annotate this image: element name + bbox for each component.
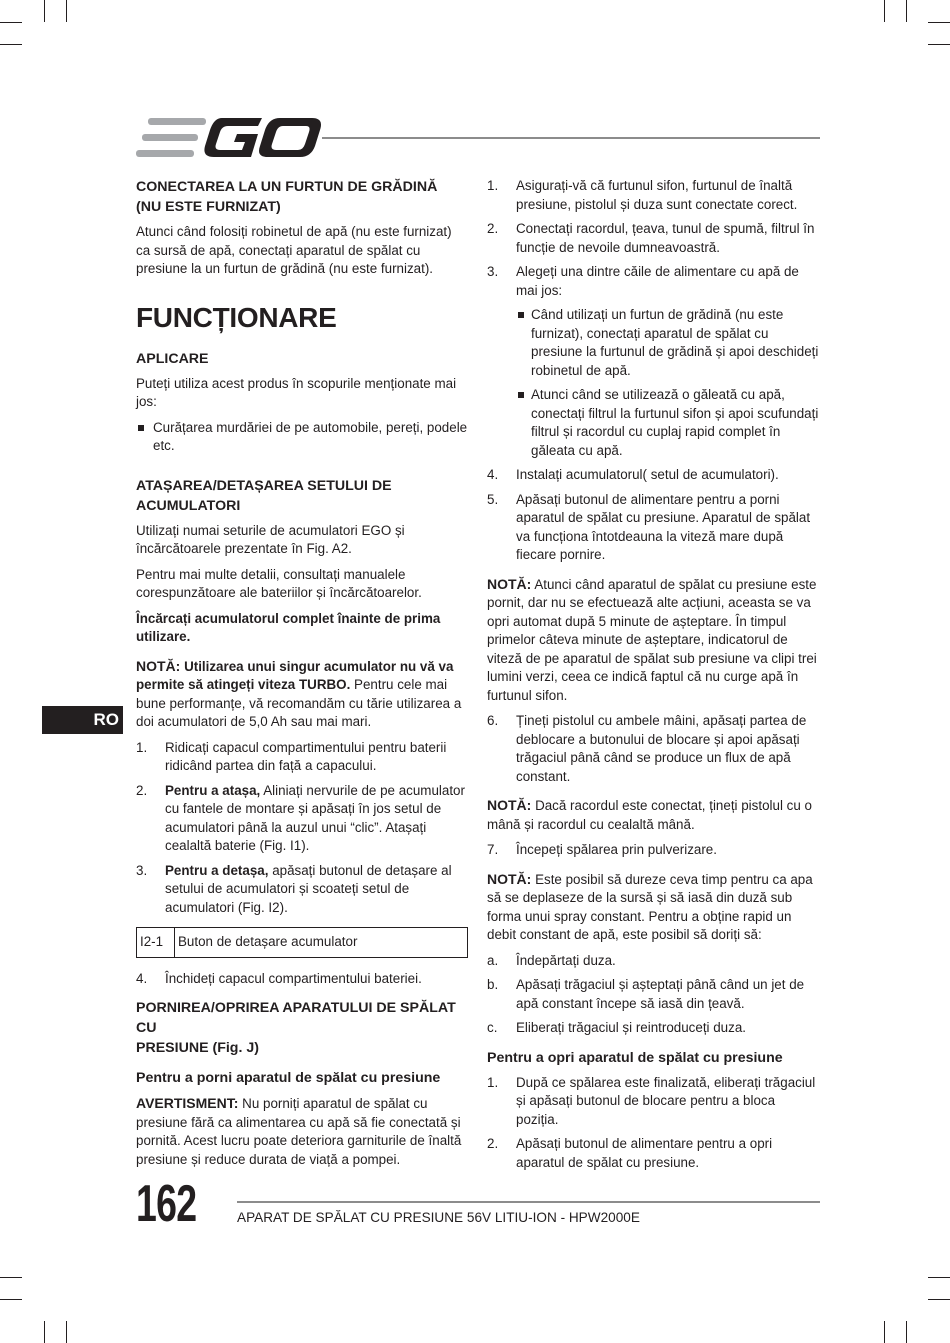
paragraph: Pentru mai multe detalii, consultați manualele corespunzătoare ale bateriilor și încărcătoarelor. xyxy=(136,566,422,600)
crop-mark xyxy=(66,0,67,22)
crop-mark xyxy=(884,0,885,22)
step-list xyxy=(136,970,468,989)
crop-mark xyxy=(0,22,22,23)
section-title-aplicare: APLICARE xyxy=(136,350,209,367)
note-label: NOTĂ: xyxy=(136,657,181,674)
table-row xyxy=(137,928,468,958)
note-label: NOTĂ: xyxy=(487,575,532,592)
crop-mark xyxy=(928,44,950,45)
step-list xyxy=(136,739,468,918)
crop-mark xyxy=(906,1321,907,1343)
list-item: Curățarea murdăriei de pe automobile, pereți, podele etc. xyxy=(136,419,468,456)
list-item: 6. Țineți pistolul cu ambele mâini, apăsați partea de deblocare a butonului de blocare și apoi apăsați trăgaciul până când se produce un flux de apă constant. xyxy=(487,713,807,784)
list-item: 2. Conectați racordul, țeava, tunul de spumă, filtrul în funcție de nevoile dumneavoastră. xyxy=(487,221,815,255)
bullet-list xyxy=(136,419,468,456)
list-item: 7. Începeți spălarea prin pulverizare. xyxy=(487,842,717,857)
note: NOTĂ: Este posibil să dureze ceva timp pentru ca apa să se deplaseze de la sursă și să iasă din duză sub forma unui spray constant. Pentru a obține rapid un debit constant de apă, este posibil să doriți să: xyxy=(487,870,813,942)
note: NOTĂ: Utilizarea unui singur acumulator nu vă va permite să atingeți viteza TURBO. Pentru cele mai bune performanțe, vă recomandăm cu tărie utilizarea a doi acumulatori de 5,0 Ah sau mai mari. xyxy=(136,657,462,729)
list-item: 5. Apăsați butonul de alimentare pentru a porni aparatul de spălat cu presiune. Aparatul de spălat va funcționa întotdeauna la viteză mare după fiecare pornire. xyxy=(487,491,811,562)
list-item: Când utilizați un furtun de grădină (nu este furnizat), conectați aparatul de spălat cu presiune la furtunul de grădină și apoi deschideți robinetul de apă. xyxy=(487,306,821,380)
crop-mark xyxy=(0,1277,22,1278)
section-title-garden-hose: CONECTAREA LA UN FURTUN DE GRĂDINĂ (NU ESTE FURNIZAT) xyxy=(136,179,438,215)
crop-mark xyxy=(44,1321,45,1343)
crop-mark xyxy=(0,44,22,45)
bullet-list xyxy=(487,306,821,460)
list-item: 1. Ridicați capacul compartimentului pentru baterii ridicând partea din față a capacului. xyxy=(136,739,447,773)
legend-table xyxy=(136,927,468,958)
list-item: c. Eliberați trăgaciul și reintroduceți duza. xyxy=(487,1020,746,1035)
list-item: 1. Asigurați-vă că furtunul sifon, furtunul de înaltă presiune, pistolul și duza sunt conectate corect. xyxy=(487,178,798,212)
subsection-title-stop: Pentru a opri aparatul de spălat cu presiune xyxy=(487,1049,783,1066)
note-label: NOTĂ: xyxy=(487,870,532,887)
step-list xyxy=(487,712,821,786)
legend-label: Buton de detașare acumulator xyxy=(175,928,468,958)
paragraph-bold: Încărcați acumulatorul complet înainte de prima utilizare. xyxy=(136,610,441,644)
list-item: Atunci când se utilizează o găleată cu apă, conectați filtrul la furtunul sifon și apoi scufundați filtrul și racordul cu cuplaj rapid complet în găleata cu apă. xyxy=(487,386,821,460)
section-title-start-stop: PORNIREA/OPRIREA APARATULUI DE SPĂLAT CU PRESIUNE (Fig. J) xyxy=(136,1000,456,1056)
list-item: 3. Alegeți una dintre căile de alimentare cu apă de mai jos: xyxy=(487,264,799,298)
step-list xyxy=(487,177,821,300)
list-item: 3. Pentru a detașa, apăsați butonul de detașare al setului de acumulatori și scoateți setul de acumulatori (Fig. I2). xyxy=(136,862,452,915)
step-list xyxy=(487,466,821,565)
note: NOTĂ: Dacă racordul este conectat, țineți pistolul cu o mână și racordul cu cealaltă mână. xyxy=(487,797,812,832)
section-title-battery: ATAȘAREA/DETAȘAREA SETULUI DE ACUMULATORI xyxy=(136,477,392,514)
crop-mark xyxy=(906,0,907,22)
crop-mark xyxy=(928,1277,950,1278)
list-item: 2. Apăsați butonul de alimentare pentru a opri aparatul de spălat cu presiune. xyxy=(487,1136,773,1170)
crop-mark xyxy=(0,1299,22,1300)
crop-mark xyxy=(928,1299,950,1300)
list-item: 4. Închideți capacul compartimentului bateriei. xyxy=(136,970,422,986)
warning: AVERTISMENT: Nu porniți aparatul de spălat cu presiune fără ca alimentarea cu apă să fie conectată și pornită. Acest lucru poate deteriora garniturile de înaltă presiune și reduce durata de viață a pompei. xyxy=(136,1095,462,1167)
paragraph: Puteți utiliza acest produs în scopurile menționate mai jos: xyxy=(136,375,457,409)
note-label: NOTĂ: xyxy=(487,797,532,813)
list-item: 4. Instalați acumulatorul( setul de acumulatori). xyxy=(487,467,779,482)
list-item: a. Îndepărtați duza. xyxy=(487,952,616,968)
crop-mark xyxy=(66,1321,67,1343)
step-list xyxy=(487,841,821,860)
footer-rule xyxy=(237,1201,820,1203)
ego-logo xyxy=(136,116,322,160)
header-rule xyxy=(322,137,820,139)
crop-mark xyxy=(44,0,45,22)
paragraph: Utilizați numai seturile de acumulatori EGO și încărcătoarele prezentate în Fig. A2. xyxy=(136,522,405,556)
step-list-letters xyxy=(487,952,821,1038)
list-item: 1. După ce spălarea este finalizată, eliberați trăgaciul și apăsați butonul de blocare pentru a bloca poziția. xyxy=(487,1074,816,1127)
legend-code: I2-1 xyxy=(137,928,175,958)
note: NOTĂ: Atunci când aparatul de spălat cu presiune este pornit, dar nu se efectuează alte acțiuni, aceasta se va opri automat după 5 minute de așteptare. În timpul primelor câteva minute de așteptare, indicatorul de viteză de pe aparatul de spălat sub presiune va clipi trei lumini verzi, ceea ce indică faptul că nu curge apă în furtunul sifon. xyxy=(487,575,817,703)
right-column xyxy=(487,177,821,1178)
list-item: 2. Pentru a atașa, Aliniați nervurile de pe acumulator cu fantele de montare și apăsați în jos setul de acumulatori până la auzul unui “clic”. Atașați cealaltă baterie (Fig. I1). xyxy=(136,782,465,853)
crop-mark xyxy=(884,1321,885,1343)
language-tab: RO xyxy=(42,706,123,734)
left-column xyxy=(136,177,468,1176)
paragraph: Atunci când folosiți robinetul de apă (nu este furnizat) ca sursă de apă, conectați aparatul de spălat cu presiune la un furtun de grădină (nu este furnizat). xyxy=(136,224,452,276)
subsection-title-start: Pentru a porni aparatul de spălat cu presiune xyxy=(136,1070,441,1086)
step-list xyxy=(487,1074,821,1173)
main-heading: FUNCȚIONARE xyxy=(136,301,337,333)
list-item: b. Apăsați trăgaciul și așteptați până când un jet de apă constant începe să iasă din țeavă. xyxy=(487,977,805,1011)
crop-mark xyxy=(928,22,950,23)
footer-title: APARAT DE SPĂLAT CU PRESIUNE 56V LITIU-ION - HPW2000E xyxy=(237,1210,640,1225)
page-number: 162 xyxy=(136,1175,197,1233)
warning-label: AVERTISMENT: xyxy=(136,1095,239,1111)
